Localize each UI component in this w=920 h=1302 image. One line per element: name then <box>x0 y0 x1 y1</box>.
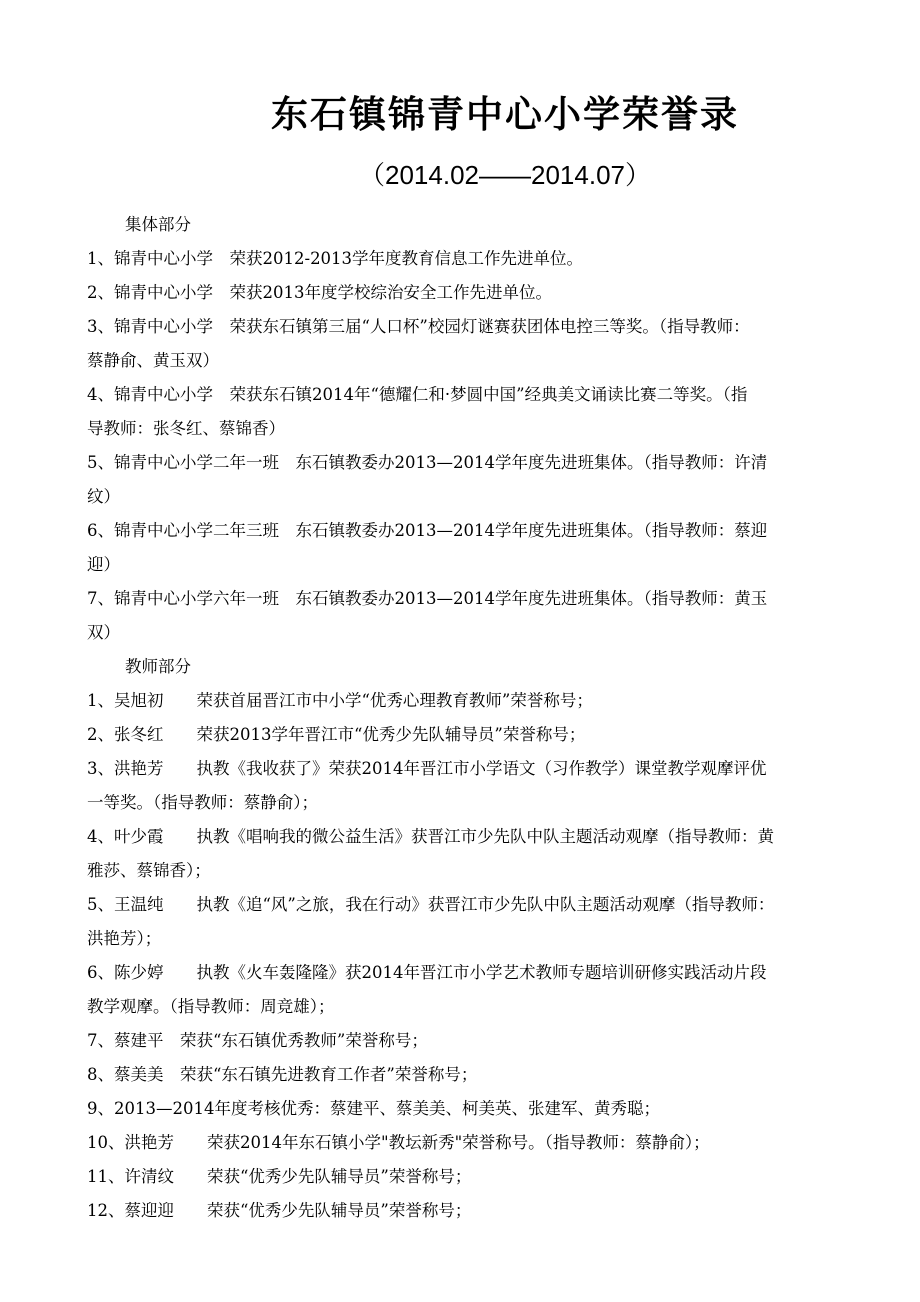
page-title: 东石镇锦青中心小学荣誉录 <box>271 93 739 136</box>
collective-line: 7、锦青中心小学六年一班 东石镇教委办2013—2014学年度先进班集体。（指导教师：黄玉 <box>87 589 768 608</box>
collective-line: 4、锦青中心小学 荣获东石镇2014年“德耀仁和·梦圆中国”经典美文诵读比赛二等奖。（指 <box>87 385 748 404</box>
collective-line: 1、锦青中心小学 荣获2012-2013学年度教育信息工作先进单位。 <box>87 249 584 268</box>
teacher-line: 9、2013—2014年度考核优秀：蔡建平、蔡美美、柯美英、张建军、黄秀聪； <box>87 1099 660 1118</box>
teacher-line: 雅莎、蔡锦香）； <box>87 861 211 880</box>
teacher-line: 12、蔡迎迎 荣获“优秀少先队辅导员”荣誉称号； <box>87 1201 472 1220</box>
teacher-line: 5、王温纯 执教《追“风”之旅，我在行动》获晋江市少先队中队主题活动观摩（指导教师： <box>87 895 775 914</box>
teacher-line: 2、张冬红 荣获2013学年晋江市“优秀少先队辅导员”荣誉称号； <box>87 725 586 744</box>
collective-line: 导教师：张冬红、蔡锦香） <box>87 419 285 438</box>
teacher-line: 10、洪艳芳 荣获2014年东石镇小学"教坛新秀"荣誉称号。（指导教师：蔡静俞）； <box>87 1133 710 1152</box>
collective-section-heading: 集体部分 <box>125 215 191 234</box>
collective-line: 5、锦青中心小学二年一班 东石镇教委办2013—2014学年度先进班集体。（指导教师：许清 <box>87 453 768 472</box>
collective-line: 蔡静俞、黄玉双） <box>87 351 219 370</box>
teacher-line: 11、许清纹 荣获“优秀少先队辅导员”荣誉称号； <box>87 1167 472 1186</box>
collective-line: 迎） <box>87 555 120 574</box>
teachers-section-heading: 教师部分 <box>125 657 191 676</box>
teacher-line: 8、蔡美美 荣获“东石镇先进教育工作者”荣誉称号； <box>87 1065 478 1084</box>
collective-line: 3、锦青中心小学 荣获东石镇第三届“人口杯”校园灯谜赛获团体电控三等奖。（指导教师： <box>87 317 750 336</box>
teacher-line: 7、蔡建平 荣获“东石镇优秀教师”荣誉称号； <box>87 1031 428 1050</box>
teacher-line: 1、吴旭初 荣获首届晋江市中小学“优秀心理教育教师”荣誉称号； <box>87 691 593 710</box>
collective-line: 6、锦青中心小学二年三班 东石镇教委办2013—2014学年度先进班集体。（指导教师：蔡迎 <box>87 521 768 540</box>
collective-line: 2、锦青中心小学 荣获2013年度学校综治安全工作先进单位。 <box>87 283 552 302</box>
teacher-line: 洪艳芳）； <box>87 929 162 948</box>
collective-line: 双） <box>87 623 120 642</box>
teacher-line: 3、洪艳芳 执教《我收获了》荣获2014年晋江市小学语文（习作教学）课堂教学观摩评优 <box>87 759 767 778</box>
collective-line: 纹） <box>87 487 120 506</box>
date-range-subtitle: （2014.02——2014.07） <box>359 160 651 190</box>
teacher-line: 一等奖。（指导教师：蔡静俞）； <box>87 793 318 812</box>
teacher-line: 教学观摩。（指导教师：周竞雄）； <box>87 997 335 1016</box>
honor-list <box>87 208 857 1228</box>
teacher-line: 4、叶少霞 执教《唱响我的微公益生活》获晋江市少先队中队主题活动观摩（指导教师：黄 <box>87 827 774 846</box>
teacher-line: 6、陈少婷 执教《火车轰隆隆》获2014年晋江市小学艺术教师专题培训研修实践活动片段 <box>87 963 767 982</box>
